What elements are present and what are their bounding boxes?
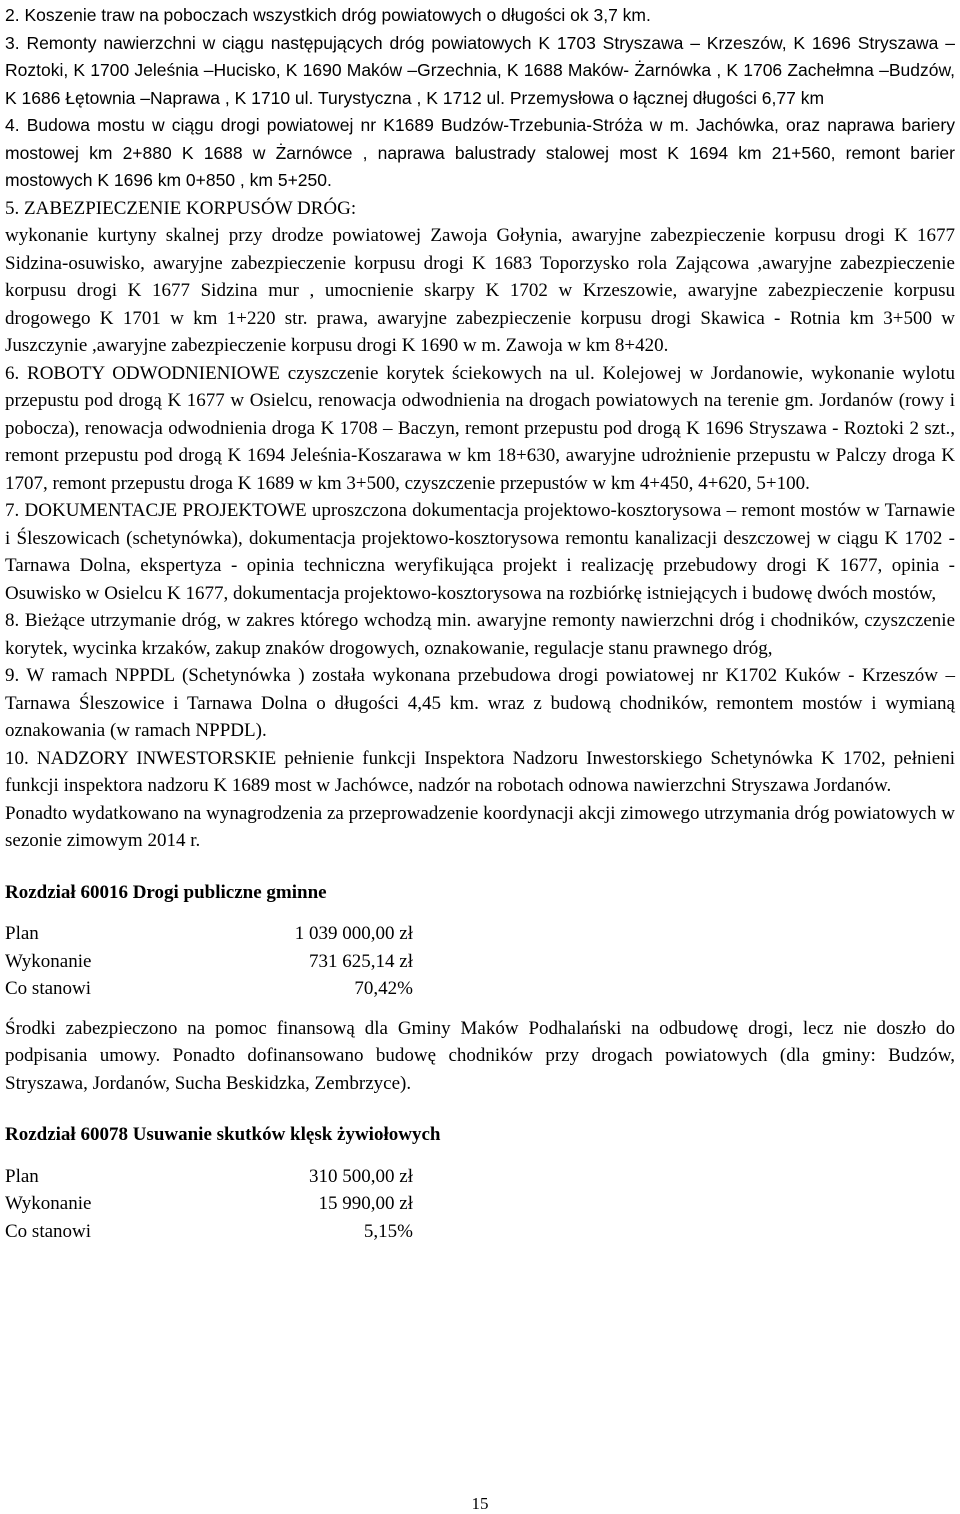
stat-value: 5,15% [363,1220,413,1242]
item-8: 8. Bieżące utrzymanie dróg, w zakres którego wchodzą min. awaryjne remonty nawierzchni dróg i chodników, czyszczenie korytek, wycinka krzaków, zakup znaków drogowych, oznakowanie, regulacje stanu prawnego dróg, [5,610,955,659]
item-3: 3. Remonty nawierzchni w ciągu następujących dróg powiatowych K 1703 Stryszawa – Krzeszów, K 1696 Stryszawa –Roztoki, K 1700 Jeleśnia –Hucisko, K 1690 Maków –Grzechnia, K 1688 Maków- Żarnówka , K 1706 Zachełmna –Budzów, K 1686 Łętownia –Naprawa , K 1710 ul. Turystyczna , K 1712 ul. Przemysłowa o łącznej długości 6,77 km [5,32,955,108]
section-60016-title: Rozdział 60016 Drogi publiczne gminne [5,881,327,903]
section-60078-stats [5,1163,413,1246]
stat-value: 310 500,00 zł [309,1165,413,1187]
stat-value: 731 625,14 zł [309,950,413,972]
stat-label: Wykonanie [5,950,92,972]
item-5-heading: 5. ZABEZPIECZENIE KORPUSÓW DRÓG: [5,197,357,219]
section-60078-title: Rozdział 60078 Usuwanie skutków klęsk żywiołowych [5,1124,441,1145]
stat-value: 1 039 000,00 zł [294,923,413,944]
section-60016-note: Środki zabezpieczono na pomoc finansową dla Gminy Maków Podhalański na odbudowę drogi, lecz nie doszło do podpisania umowy. Ponadto dofinansowano budowę chodników przy drogach powiatowych (dla gminy: Budzów, Stryszawa, Jordanów, Sucha Beskidzka, Zembrzyce). [5,1017,955,1094]
stat-row-percent [5,1218,413,1246]
stat-label: Plan [5,1165,39,1187]
stat-value: 70,42% [354,978,413,999]
stat-label: Wykonanie [5,1193,92,1214]
stat-value: 15 990,00 zł [318,1193,413,1214]
item-2: 2. Koszenie traw na poboczach wszystkich dróg powiatowych o długości ok 3,7 km. [5,5,651,25]
stat-row-execution [5,1190,413,1218]
item-5-body: wykonanie kurtyny skalnej przy drodze powiatowej Zawoja Gołynia, awaryjne zabezpieczenie korpusu drogi K 1677 Sidzina-osuwisko, awaryjne zabezpieczenie korpusu drogi K 1683 Toporzysko rola Zającowa ,awaryjne zabezpieczenie korpusu drogi K 1677 Sidzina mur , umocnienie skarpy K 1702 w Krzeszowie, awaryjne zabezpieczenie korpusu drogowego K 1701 w km 1+220 str. prawa, awaryjne zabezpieczenie korpusu drogi Skawica - Rotnia km 3+500 w Juszczynie ,awaryjne zabezpieczenie korpusu drogi K 1690 w m. Zawoja w km 8+420. [5,225,955,356]
item-9: 9. W ramach NPPDL (Schetynówka ) została wykonana przebudowa drogi powiatowej nr K1702 Kuków - Krzeszów – Tarnawa Śleszowice i Tarnawa Dolna o długości 4,45 km. wraz z budową chodników, remontem mostów i wymianą oznakowania (w ramach NPPDL). [5,665,955,741]
stat-row-percent [5,975,413,1003]
extra-note: Ponadto wydatkowano na wynagrodzenia za przeprowadzenie koordynacji akcji zimowego utrzymania dróg powiatowych w sezonie zimowym 2014 r. [5,802,955,851]
item-6: 6. ROBOTY ODWODNIENIOWE czyszczenie korytek ściekowych na ul. Kolejowej w Jordanowie, wykonanie wylotu przepustu pod drogą K 1677 w Osielcu, renowacja odwodnienia na drogach powiatowych na terenie gm. Jordanów (rowy i pobocza), renowacja odwodnienia droga K 1708 – Baczyn, remont przepustu pod drogą K 1696 Stryszawa - Roztoki 2 szt., remont przepustu pod drogą K 1694 Jeleśnia-Koszarawa w km 18+630, awaryjne udrożnienie przepustu w Palczy droga K 1707, remont przepustu droga K 1689 w km 3+500, czyszczenie przepustów w km 4+450, 4+620, 5+100. [5,362,955,494]
page-number: 15 [471,1494,489,1513]
stat-row-plan [5,1163,413,1191]
stat-row-execution [5,948,413,976]
item-10: 10. NADZORY INWESTORSKIE pełnienie funkcji Inspektora Nadzoru Inwestorskiego Schetynówka K 1702, pełnieni funkcji inspektora nadzoru K 1689 most w Jachówce, nadzór na robotach odnowa nawierzchni Stryszawa Jordanów. [5,747,955,796]
stat-label: Co stanowi [5,978,92,999]
stat-label: Plan [5,923,39,944]
stat-row-plan [5,920,413,948]
item-7: 7. DOKUMENTACJE PROJEKTOWE uproszczona dokumentacja projektowo-kosztorysowa – remont mostów w Tarnawie i Śleszowicach (schetynówka), dokumentacja projektowo-kosztorysowa remontu kanalizacji deszczowej w ciągu K 1702 - Tarnawa Dolna, ekspertyza - opinia techniczna weryfikująca projekt i realizację przebudowy drogi K 1677, opinia - Osuwisko w Osielcu K 1677, dokumentacja projektowo-kosztorysowa na rozbiórkę istniejących i budowę dwóch mostów, [5,500,955,604]
section-60016-stats [5,920,413,1003]
stat-label: Co stanowi [5,1220,92,1242]
item-4: 4. Budowa mostu w ciągu drogi powiatowej nr K1689 Budzów-Trzebunia-Stróża w m. Jachówka, oraz naprawa bariery mostowej km 2+880 K 1688 w Żarnówce , naprawa balustrady stalowej most K 1694 km 21+560, remont barier mostowych K 1696 km 0+850 , km 5+250. [5,115,955,190]
